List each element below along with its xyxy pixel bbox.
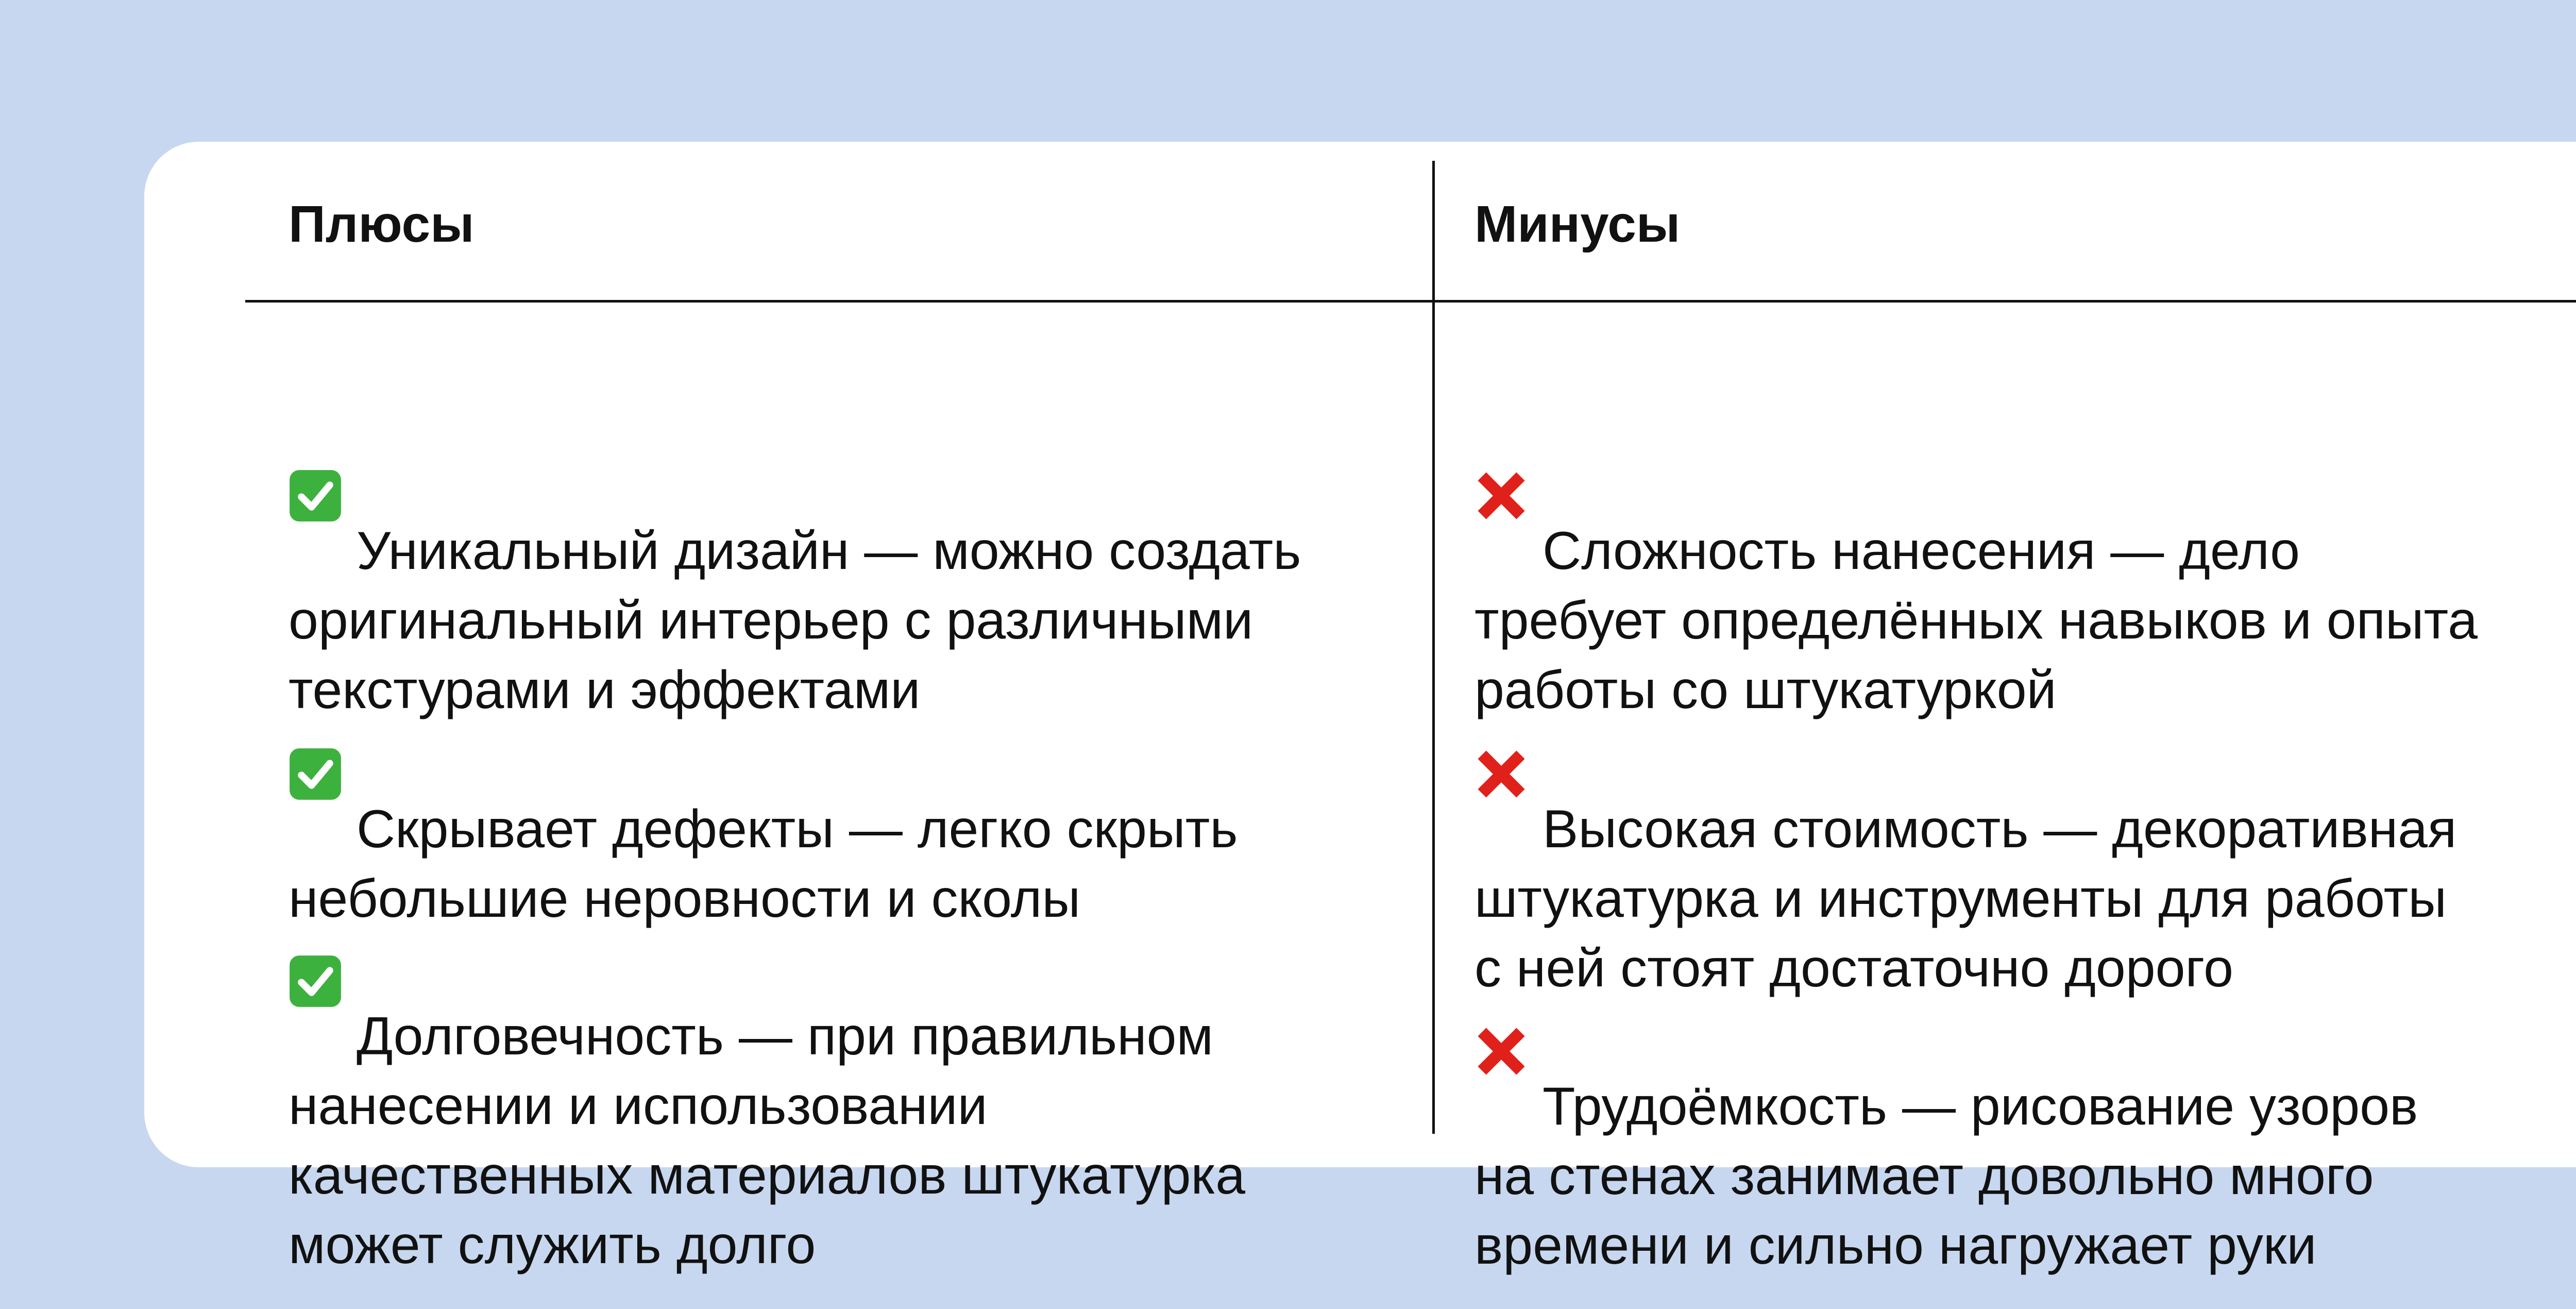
cross-mark-icon [1475, 678, 1528, 731]
cons-item-text: Сложность нанесения — дело требует определённых навыков и опыта работы со штукатуркой [1475, 521, 2478, 720]
column-divider [1432, 161, 1435, 1134]
cons-header: Минусы [1475, 195, 1681, 253]
pros-item-text: Долговечность — при правильном нанесении и использовании качественных материалов штукатурка может служить долго [289, 1006, 1246, 1275]
pros-item-text: Скрывает дефекты — легко скрыть небольшие неровности и сколы [289, 799, 1238, 929]
cons-item-text: Высокая стоимость — декоративная штукатурка и инструменты для работы с ней стоят достаточно дорого [1475, 799, 2457, 998]
check-mark-icon [289, 885, 342, 938]
check-mark-icon [289, 678, 342, 731]
cons-item [1475, 885, 2418, 1281]
pros-header: Плюсы [289, 195, 474, 253]
check-mark-icon [289, 399, 342, 453]
cross-mark-icon [1475, 955, 1528, 1009]
pros-item-text: Уникальный дизайн — можно создать оригинальный интерьер с различными текстурами и эффектами [289, 521, 1301, 720]
cons-item-text: Трудоёмкость — рисование узоров на стенах занимает довольно много времени и сильно нагружает руки [1475, 1077, 2418, 1276]
cross-mark-icon [1475, 399, 1528, 453]
header-divider [245, 300, 2576, 303]
pros-item [289, 815, 1245, 1280]
